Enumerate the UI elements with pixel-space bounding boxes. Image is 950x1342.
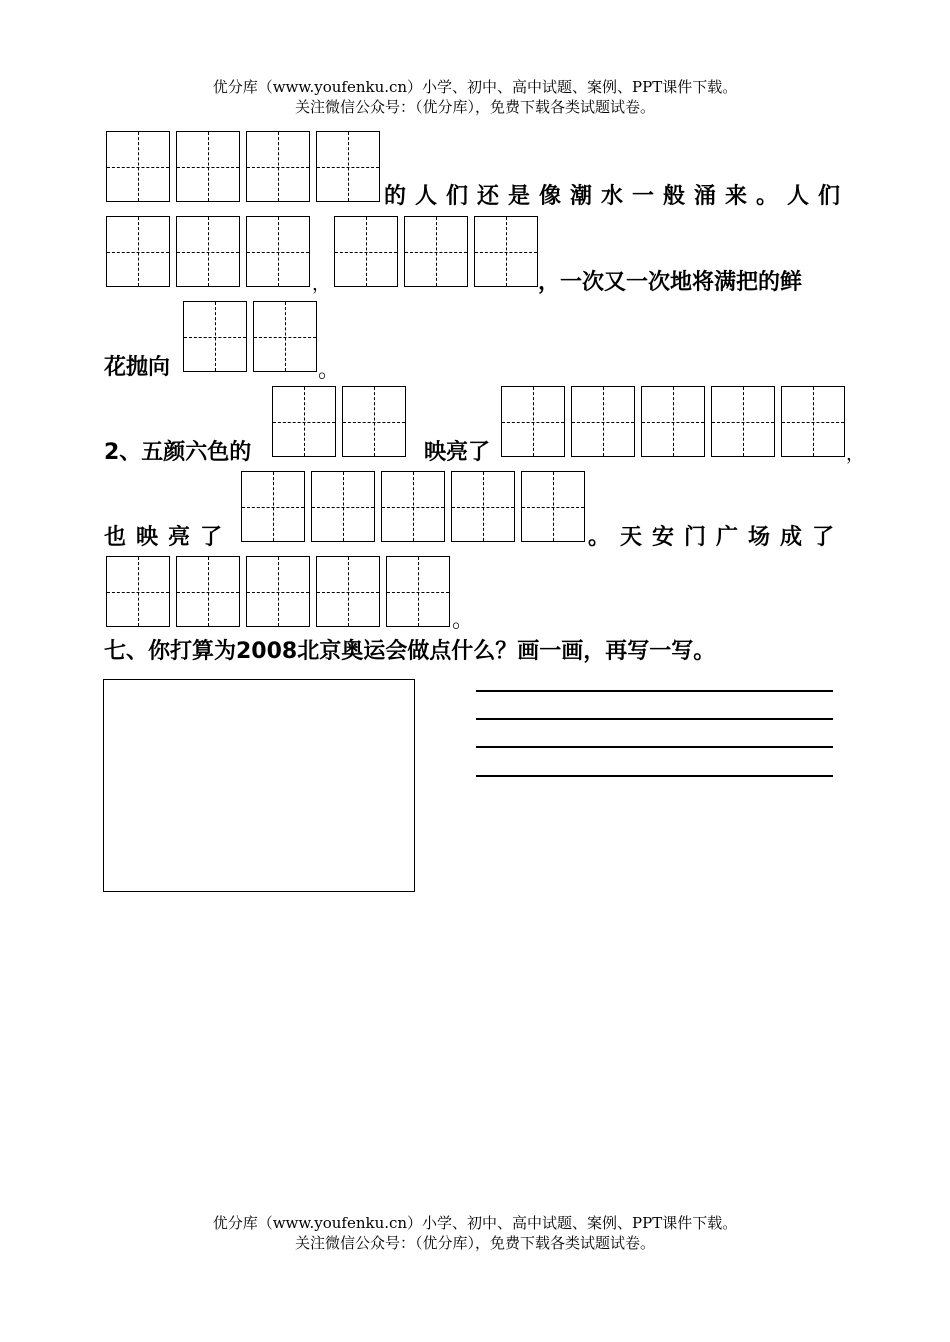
char-box[interactable] — [183, 301, 247, 372]
char-box[interactable] — [521, 471, 585, 542]
char-box[interactable] — [711, 386, 775, 457]
section7-title: 七、你打算为2008北京奥运会做点什么？画一画，再写一写。 — [104, 639, 716, 664]
char-box[interactable] — [571, 386, 635, 457]
char-box[interactable] — [781, 386, 845, 457]
char-box[interactable] — [501, 386, 565, 457]
section2-line1-mid: 映亮了 — [424, 440, 491, 465]
char-box[interactable] — [381, 471, 445, 542]
char-box[interactable] — [176, 131, 240, 202]
char-box[interactable] — [176, 216, 240, 287]
char-box[interactable] — [316, 131, 380, 202]
char-box[interactable] — [641, 386, 705, 457]
char-box[interactable] — [272, 386, 336, 457]
char-box[interactable] — [253, 301, 317, 372]
char-box[interactable] — [246, 216, 310, 287]
char-box[interactable] — [334, 216, 398, 287]
section1-line3-text: 花抛向 — [104, 355, 171, 380]
char-grid-s2-row1b — [501, 386, 851, 457]
char-box[interactable] — [386, 556, 450, 627]
char-box[interactable] — [316, 556, 380, 627]
section1-line2-text: ，一次又一次地将满把的鲜 — [538, 270, 803, 295]
char-box[interactable] — [246, 556, 310, 627]
char-box[interactable] — [404, 216, 468, 287]
section2-line2-tail: 。天安门广场成了 — [588, 525, 845, 550]
section1-line1-text: 的人们还是像潮水一般涌来。人们 — [384, 184, 850, 209]
footer-line-2: 关注微信公众号：（优分库），免费下载各类试题试卷。 — [294, 1234, 655, 1252]
section1-comma: ， — [312, 274, 330, 295]
section2-comma: ， — [846, 444, 864, 465]
char-box[interactable] — [311, 471, 375, 542]
char-box[interactable] — [106, 556, 170, 627]
char-grid-row2a — [106, 216, 316, 287]
char-grid-s2-row3 — [106, 556, 456, 627]
char-box[interactable] — [342, 386, 406, 457]
writing-line[interactable] — [476, 746, 833, 748]
writing-line[interactable] — [476, 775, 833, 777]
section2-line2-head: 也映亮了 — [104, 525, 233, 550]
char-box[interactable] — [474, 216, 538, 287]
section2-line1-head: 2、五颜六色的 — [104, 440, 252, 465]
char-grid-s2-row2 — [241, 471, 591, 542]
char-grid-s2-row1a — [272, 386, 412, 457]
writing-line[interactable] — [476, 690, 833, 692]
footer-line-1: 优分库（www.youfenku.cn）小学、初中、高中试题、案例、PPT课件下载。 — [212, 1214, 738, 1232]
char-box[interactable] — [176, 556, 240, 627]
char-grid-row1 — [106, 131, 386, 202]
char-box[interactable] — [106, 216, 170, 287]
char-box[interactable] — [246, 131, 310, 202]
char-box[interactable] — [106, 131, 170, 202]
drawing-box[interactable] — [103, 679, 415, 892]
char-grid-row3 — [183, 301, 323, 372]
header-line-1: 优分库（www.youfenku.cn）小学、初中、高中试题、案例、PPT课件下载。 — [212, 78, 738, 96]
writing-line[interactable] — [476, 718, 833, 720]
section2-period: 。 — [452, 608, 475, 633]
section1-period: 。 — [318, 358, 341, 383]
char-box[interactable] — [451, 471, 515, 542]
header-line-2: 关注微信公众号：（优分库），免费下载各类试题试卷。 — [294, 98, 655, 116]
char-box[interactable] — [241, 471, 305, 542]
char-grid-row2b — [334, 216, 544, 287]
